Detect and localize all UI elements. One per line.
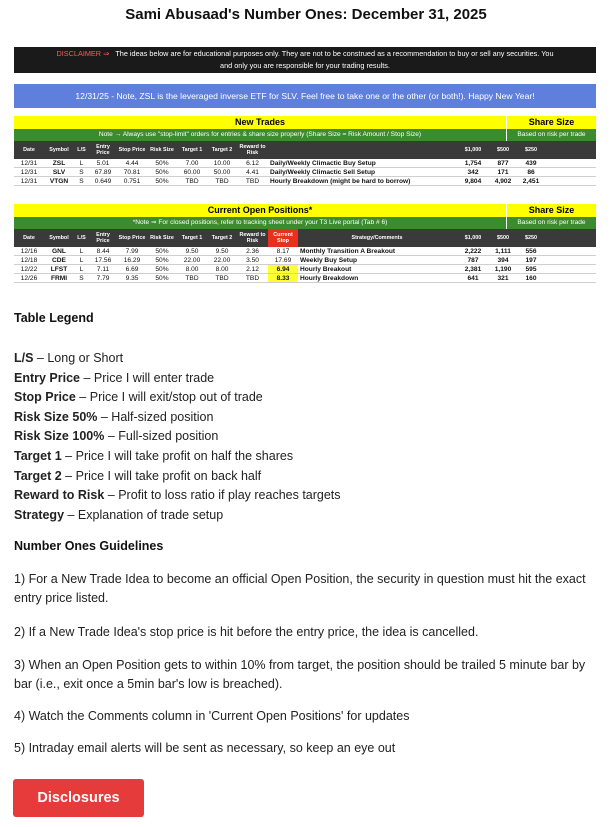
cell-target1: 7.00: [185, 160, 199, 167]
guideline-3: 3) When an Open Position gets to within 10% from target, the position should be trailed 5 minute bar by bar (i.e., exit once a 5min bar's low is breached).: [14, 658, 586, 691]
col-target2: Target 2: [211, 235, 233, 241]
cell-share-500: 1,111: [495, 248, 511, 255]
cell-current-stop: 6.94: [268, 265, 298, 273]
cell-ls: L: [79, 248, 84, 255]
legend-item: [14, 486, 341, 506]
cell-strategy: Daily/Weekly Climactic Buy Setup: [270, 160, 376, 167]
col-reward-risk: Reward to Risk: [239, 144, 266, 156]
legend-term: Target 2: [14, 468, 62, 483]
cell-risk: 50%: [155, 257, 169, 264]
legend-description: – Long or Short: [33, 351, 124, 365]
cell-risk: 50%: [155, 160, 169, 167]
col-entry: Entry Price: [96, 144, 110, 156]
col-current-stop: Current Stop: [268, 229, 298, 247]
legend-term: Reward to Risk: [14, 488, 105, 503]
cell-risk: 50%: [155, 178, 169, 185]
cell-date: 12/31: [20, 160, 38, 167]
legend-item: [14, 388, 341, 408]
col-target1: Target 1: [181, 147, 203, 153]
share-size-title: Share Size: [506, 116, 596, 129]
share-size-subtitle: Based on risk per trade: [506, 129, 596, 141]
guideline-1: 1) For a New Trade Idea to become an official Open Position, the security in question must hit the exact entry price listed.: [14, 572, 586, 605]
new-trades-title: New Trades: [14, 116, 506, 129]
legend-term: L/S: [14, 351, 34, 365]
col-share-1000: $1,000: [464, 235, 482, 241]
cell-share-500: 321: [497, 275, 509, 282]
cell-entry: 7.11: [96, 266, 110, 273]
cell-ls: L: [79, 266, 84, 273]
cell-target1: 22.00: [183, 257, 201, 264]
cell-share-1000: 2,381: [464, 266, 482, 273]
legend-description: – Half-sized position: [97, 409, 214, 424]
page-title: Sami Abusaad's Number Ones: December 31, 2025: [125, 6, 487, 23]
col-share-500: $500: [497, 235, 509, 241]
col-ls: L/S: [77, 147, 86, 153]
legend-item: [14, 349, 341, 369]
cell-share-250: 556: [525, 248, 537, 255]
cell-symbol: SLV: [52, 169, 66, 176]
cell-stop: 70.81: [123, 169, 141, 176]
cell-entry: 5.01: [96, 160, 110, 167]
cell-stop: 16.29: [123, 257, 141, 264]
cell-share-500: 394: [497, 257, 509, 264]
cell-date: 12/16: [20, 248, 38, 255]
cell-share-250: 160: [525, 275, 537, 282]
legend-term: Target 1: [14, 448, 62, 463]
col-target2: Target 2: [211, 147, 233, 153]
cell-target2: 8.00: [215, 266, 229, 273]
cell-share-250: 197: [525, 257, 537, 264]
cell-symbol: ZSL: [52, 160, 66, 167]
cell-strategy: Hourly Breakdown (might be hard to borrow): [270, 178, 411, 185]
new-trades-subtitle: Note → Always use "stop-limit" orders for entries & share size properly (Share Size = Risk Amount / Stop Size): [14, 129, 506, 141]
table-row: [14, 274, 596, 283]
legend-description: – Profit to loss ratio if play reaches targets: [104, 488, 341, 503]
legend-heading: Table Legend: [14, 311, 94, 325]
col-date: Date: [23, 235, 35, 241]
cell-share-250: 86: [527, 169, 535, 176]
cell-entry: 0.649: [94, 178, 112, 185]
legend-item: [14, 506, 341, 526]
cell-share-1000: 342: [467, 169, 479, 176]
cell-share-1000: 1,754: [464, 160, 482, 167]
cell-share-1000: 9,804: [464, 178, 482, 185]
cell-entry: 8.44: [96, 248, 110, 255]
cell-entry: 7.79: [96, 275, 110, 282]
cell-stop: 9.35: [125, 275, 139, 282]
guidelines-heading: Number Ones Guidelines: [14, 539, 164, 553]
cell-symbol: GNL: [52, 248, 66, 255]
share-size-subtitle: Based on risk per trade: [506, 217, 596, 229]
cell-symbol: LFST: [50, 266, 68, 273]
legend-description: – Price I will exit/stop out of trade: [75, 390, 263, 405]
col-share-500: $500: [497, 147, 509, 153]
cell-symbol: VTGN: [49, 178, 69, 185]
cell-current-stop: 8.33: [268, 274, 298, 282]
table-row: [14, 168, 596, 177]
note-banner: 12/31/25 - Note, ZSL is the leveraged inverse ETF for SLV. Feel free to take one or the other (or both!). Happy New Year!: [14, 84, 596, 108]
column-header-row: [14, 141, 596, 159]
legend-term: Risk Size 50%: [14, 409, 98, 424]
cell-share-500: 877: [497, 160, 509, 167]
table-row: [14, 265, 596, 274]
col-stop: Stop Price: [118, 147, 146, 153]
cell-current-stop: 8.17: [276, 248, 290, 255]
cell-stop: 4.44: [125, 160, 139, 167]
cell-target1: TBD: [185, 178, 199, 185]
disclaimer-text-line2: and only you are responsible for your trading results.: [220, 61, 390, 70]
col-stop: Stop Price: [118, 235, 146, 241]
cell-strategy: Hourly Breakout: [300, 266, 352, 273]
open-positions-table: [14, 204, 596, 283]
cell-share-500: 4,902: [494, 178, 512, 185]
column-header-row: [14, 229, 596, 247]
disclaimer-text-line1: The ideas below are for educational purposes only. They are not to be construed as a recommendation to buy or sell any securities. You: [115, 49, 554, 58]
cell-share-250: 439: [525, 160, 537, 167]
cell-ls: S: [79, 178, 84, 185]
cell-target2: 9.50: [215, 248, 229, 255]
share-size-title: Share Size: [506, 204, 596, 217]
cell-share-500: 171: [497, 169, 509, 176]
col-strategy: [268, 141, 456, 159]
cell-current-stop: 17.69: [274, 257, 292, 264]
cell-target2: TBD: [215, 275, 229, 282]
cell-share-1000: 787: [467, 257, 479, 264]
legend-term: Risk Size 100%: [14, 429, 105, 444]
cell-share-250: 2,451: [522, 178, 540, 185]
cell-target2: TBD: [215, 178, 229, 185]
cell-reward-risk: 2.12: [246, 266, 259, 273]
cell-reward-risk: TBD: [245, 275, 260, 282]
legend-list: [14, 349, 341, 525]
legend-item: [14, 408, 341, 428]
cell-target1: 8.00: [185, 266, 199, 273]
cell-reward-risk: 6.12: [246, 160, 259, 167]
cell-date: 12/22: [20, 266, 38, 273]
cell-share-1000: 2,222: [464, 248, 482, 255]
col-risk: Risk Size: [150, 235, 174, 241]
legend-term: Stop Price: [14, 390, 76, 405]
legend-description: – Price I will enter trade: [80, 370, 215, 385]
cell-share-500: 1,190: [494, 266, 512, 273]
cell-symbol: FRMI: [50, 275, 68, 282]
table-row: [14, 177, 596, 186]
disclosures-button[interactable]: Disclosures: [13, 779, 144, 817]
col-symbol: Symbol: [49, 147, 69, 153]
cell-target2: 10.00: [213, 160, 231, 167]
cell-entry: 67.89: [94, 169, 112, 176]
cell-target1: TBD: [185, 275, 199, 282]
legend-item: [14, 369, 341, 389]
cell-ls: S: [79, 169, 84, 176]
cell-stop: 6.69: [125, 266, 139, 273]
col-share-1000: $1,000: [464, 147, 482, 153]
guideline-5: 5) Intraday email alerts will be sent as necessary, so keep an eye out: [14, 741, 396, 755]
legend-description: – Full-sized position: [104, 429, 219, 444]
cell-reward-risk: 3.50: [246, 257, 259, 264]
cell-risk: 50%: [155, 266, 169, 273]
cell-reward-risk: TBD: [245, 178, 260, 185]
open-positions-subtitle: *Note ⇒ For closed positions, refer to tracking sheet under your T3 Live portal (Tab # 6): [14, 217, 506, 229]
legend-item: [14, 447, 341, 467]
legend-term: Strategy: [14, 507, 65, 522]
cell-date: 12/18: [20, 257, 38, 264]
cell-strategy: Daily/Weekly Climactic Sell Setup: [270, 169, 376, 176]
disclaimer-banner: [14, 47, 596, 73]
cell-ls: S: [79, 275, 84, 282]
cell-risk: 50%: [155, 248, 169, 255]
open-positions-title: Current Open Positions*: [14, 204, 506, 217]
cell-risk: 50%: [155, 169, 169, 176]
legend-item: [14, 427, 341, 447]
cell-strategy: Weekly Buy Setup: [300, 257, 358, 264]
cell-ls: L: [79, 160, 84, 167]
table-row: [14, 256, 596, 265]
new-trades-table: [14, 116, 596, 186]
col-share-250: $250: [525, 147, 537, 153]
guideline-2: 2) If a New Trade Idea's stop price is hit before the entry price, the idea is cancelled.: [14, 625, 479, 639]
cell-symbol: CDE: [52, 257, 66, 264]
legend-item: [14, 467, 341, 487]
cell-date: 12/26: [20, 275, 38, 282]
legend-description: – Price I will take profit on half the shares: [61, 448, 294, 463]
table-row: [14, 159, 596, 168]
cell-strategy: Monthly Transition A Breakout: [300, 248, 396, 255]
cell-share-1000: 641: [467, 275, 479, 282]
col-entry: Entry Price: [96, 232, 110, 244]
legend-description: – Explanation of trade setup: [64, 507, 224, 522]
col-ls: L/S: [77, 235, 86, 241]
cell-date: 12/31: [20, 178, 38, 185]
cell-ls: L: [79, 257, 84, 264]
col-strategy-comments: Strategy/Comments: [351, 235, 403, 241]
cell-reward-risk: 2.36: [246, 248, 259, 255]
cell-target2: 22.00: [213, 257, 231, 264]
cell-target1: 60.00: [183, 169, 201, 176]
cell-share-250: 595: [525, 266, 537, 273]
cell-stop: 7.99: [125, 248, 139, 255]
col-target1: Target 1: [181, 235, 203, 241]
cell-reward-risk: 4.41: [246, 169, 259, 176]
col-symbol: Symbol: [49, 235, 69, 241]
legend-description: – Price I will take profit on back half: [61, 468, 262, 483]
cell-target1: 9.50: [185, 248, 199, 255]
cell-risk: 50%: [155, 275, 169, 282]
col-date: Date: [23, 147, 35, 153]
cell-target2: 50.00: [213, 169, 231, 176]
table-row: [14, 247, 596, 256]
col-risk: Risk Size: [150, 147, 174, 153]
col-reward-risk: Reward to Risk: [239, 232, 266, 244]
cell-entry: 17.56: [94, 257, 112, 264]
cell-strategy: Hourly Breakdown: [300, 275, 359, 282]
cell-stop: 0.751: [123, 178, 141, 185]
disclaimer-label: DISCLAIMER ⇒: [56, 49, 110, 58]
guideline-4: 4) Watch the Comments column in 'Current Open Positions' for updates: [14, 709, 410, 723]
legend-term: Entry Price: [14, 370, 81, 385]
col-share-250: $250: [525, 235, 537, 241]
cell-date: 12/31: [20, 169, 38, 176]
